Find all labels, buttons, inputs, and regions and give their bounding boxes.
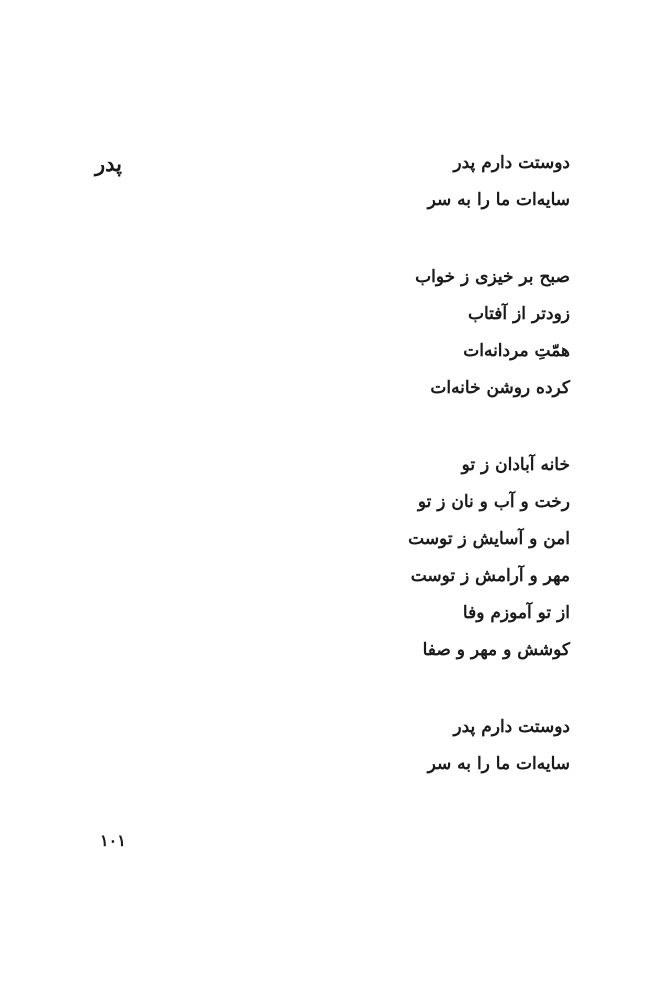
poem-line: سایه‌ات ما را به سر [427,754,570,774]
poem-line: رخت و آب و نان ز تو [417,492,570,512]
poem-title: پدر [95,151,123,176]
poem-line: دوستت دارم پدر [453,153,570,173]
poem-line: همّتِ مردانه‌ات [463,341,570,361]
stanza-4 [250,714,570,788]
poem-line: از تو آموزم وفا [462,603,570,623]
poem-line: امن و آسایش ز توست [408,529,570,549]
poem-line: زودتر از آفتاب [467,304,570,324]
stanza-2 [250,264,570,412]
poem-line: دوستت دارم پدر [453,717,570,737]
poem-line: کوشش و مهر و صفا [422,640,570,660]
poem-line: خانه آبادان ز تو [461,455,570,475]
poem-line: مهر و آرامش ز توست [410,566,570,586]
poem-line: کرده روشن خانه‌ات [430,378,570,398]
stanza-1 [250,150,570,224]
stanza-3 [250,452,570,674]
poem-line: صبح بر خیزی ز خواب [415,267,570,287]
poem-line: سایه‌ات ما را به سر [427,190,570,210]
page-number: ۱۰۱ [100,831,126,850]
poem-body [250,150,570,828]
